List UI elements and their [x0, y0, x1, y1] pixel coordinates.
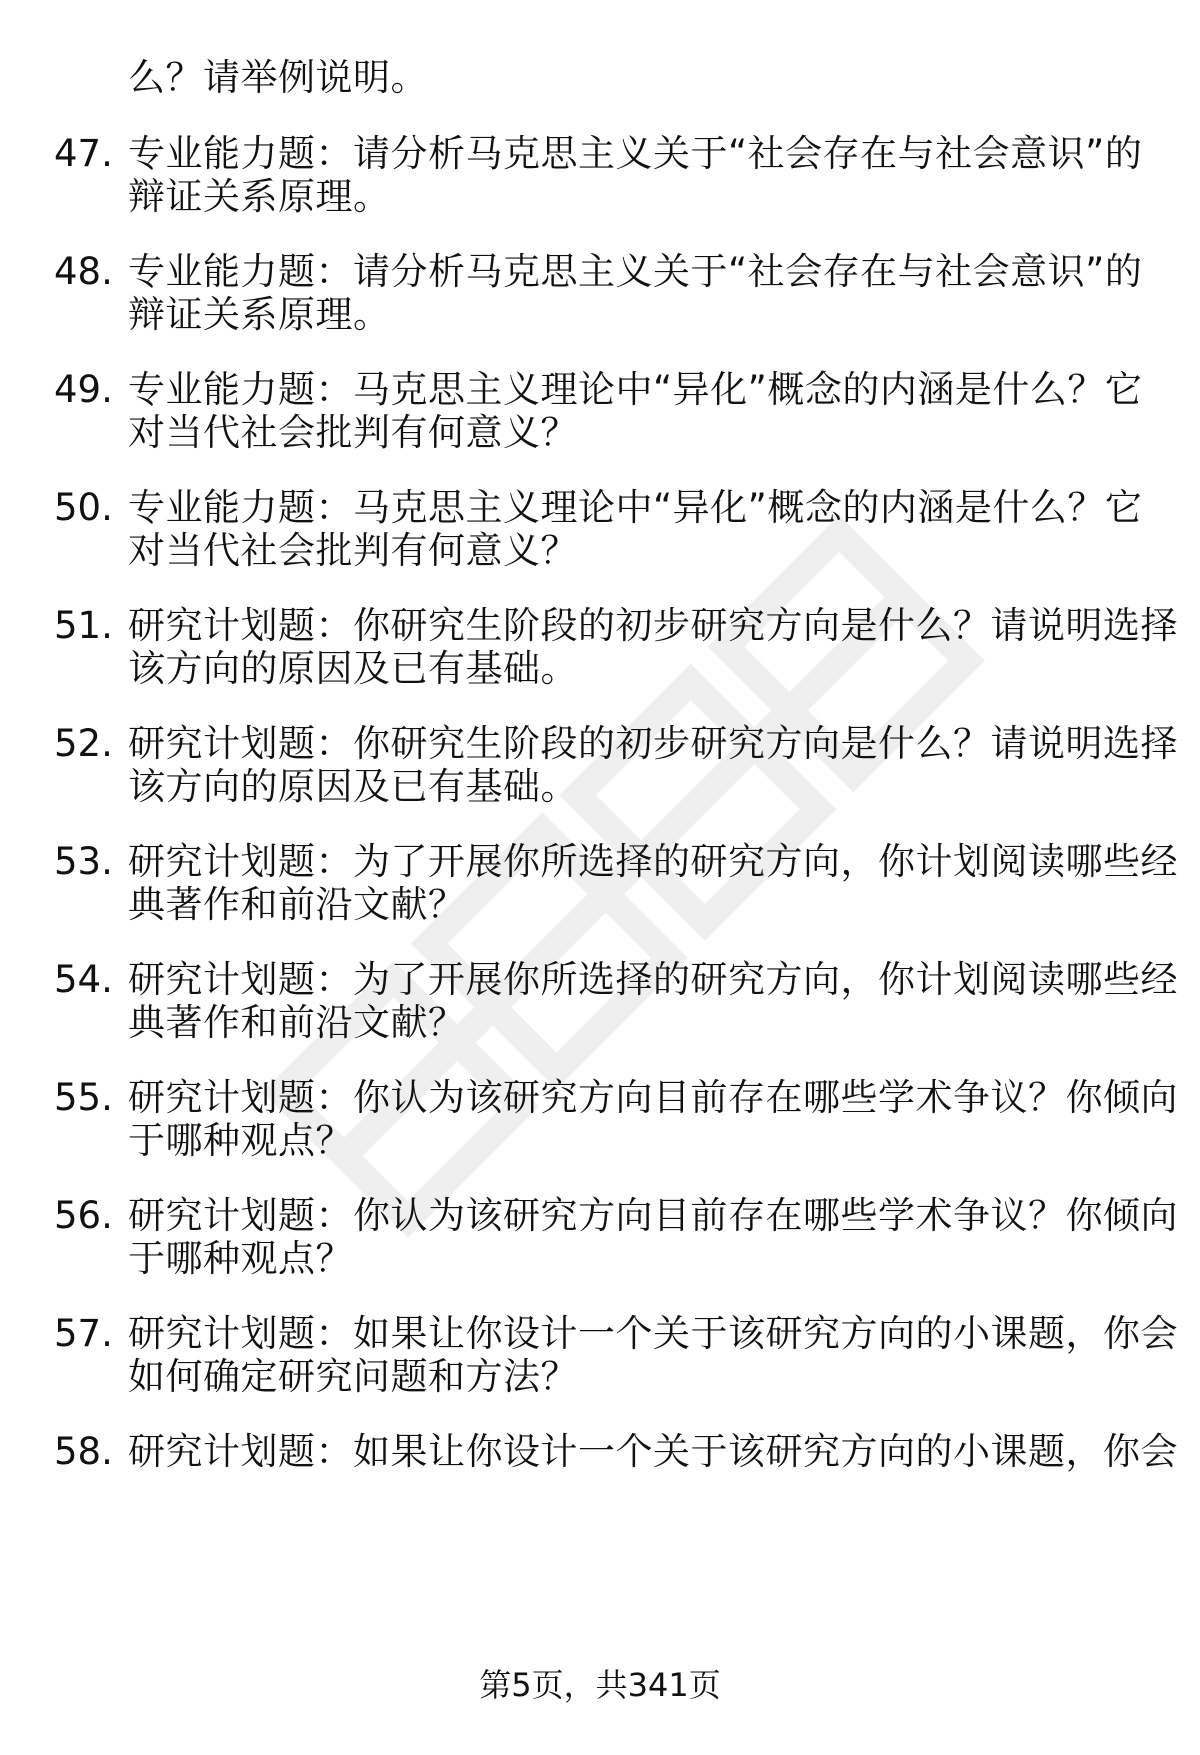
item-number: 49. [54, 368, 113, 411]
item-text-line2: 辩证关系原理。 [128, 293, 391, 336]
item-text-line1: 研究计划题：你研究生阶段的初步研究方向是什么？请说明选择 [128, 604, 1178, 647]
item-text-line1: 研究计划题：如果让你设计一个关于该研究方向的小课题，你会 [128, 1430, 1178, 1473]
item-text-line2: 辩证关系原理。 [128, 175, 391, 218]
item-text-line1: 研究计划题：你研究生阶段的初步研究方向是什么？请说明选择 [128, 722, 1178, 765]
item-number: 58. [54, 1430, 113, 1473]
item-number: 53. [54, 840, 113, 883]
page-number-footer: 第5页，共341页 [479, 1666, 721, 1704]
item-number: 56. [54, 1194, 113, 1237]
item-text-line2: 典著作和前沿文献？ [128, 883, 466, 926]
item-number: 48. [54, 250, 113, 293]
item-text-line2: 对当代社会批判有何意义？ [128, 411, 578, 454]
item-number: 54. [54, 958, 113, 1001]
item-text-line1: 专业能力题：马克思主义理论中“异化”概念的内涵是什么？它 [128, 368, 1143, 411]
item-text-line2: 于哪种观点？ [128, 1237, 353, 1280]
item-text-line1: 研究计划题：如果让你设计一个关于该研究方向的小课题，你会 [128, 1312, 1178, 1355]
item-text-line2: 如何确定研究问题和方法？ [128, 1355, 578, 1398]
item-text-line2: 于哪种观点？ [128, 1119, 353, 1162]
item-text-line1: 研究计划题：你认为该研究方向目前存在哪些学术争议？你倾向 [128, 1076, 1178, 1119]
item-number: 50. [54, 486, 113, 529]
continuation-text: 么？请举例说明。 [128, 56, 428, 99]
item-text-line2: 该方向的原因及已有基础。 [128, 765, 578, 808]
item-text-line2: 典著作和前沿文献？ [128, 1001, 466, 1044]
item-text-line2: 该方向的原因及已有基础。 [128, 647, 578, 690]
item-text-line1: 专业能力题：马克思主义理论中“异化”概念的内涵是什么？它 [128, 486, 1143, 529]
item-text-line2: 对当代社会批判有何意义？ [128, 529, 578, 572]
item-text-line1: 专业能力题：请分析马克思主义关于“社会存在与社会意识”的 [128, 132, 1143, 175]
item-number: 52. [54, 722, 113, 765]
item-number: 47. [54, 132, 113, 175]
item-text-line1: 研究计划题：你认为该研究方向目前存在哪些学术争议？你倾向 [128, 1194, 1178, 1237]
item-number: 57. [54, 1312, 113, 1355]
item-text-line1: 研究计划题：为了开展你所选择的研究方向，你计划阅读哪些经 [128, 840, 1178, 883]
item-text-line1: 研究计划题：为了开展你所选择的研究方向，你计划阅读哪些经 [128, 958, 1178, 1001]
item-number: 55. [54, 1076, 113, 1119]
item-number: 51. [54, 604, 113, 647]
item-text-line1: 专业能力题：请分析马克思主义关于“社会存在与社会意识”的 [128, 250, 1143, 293]
